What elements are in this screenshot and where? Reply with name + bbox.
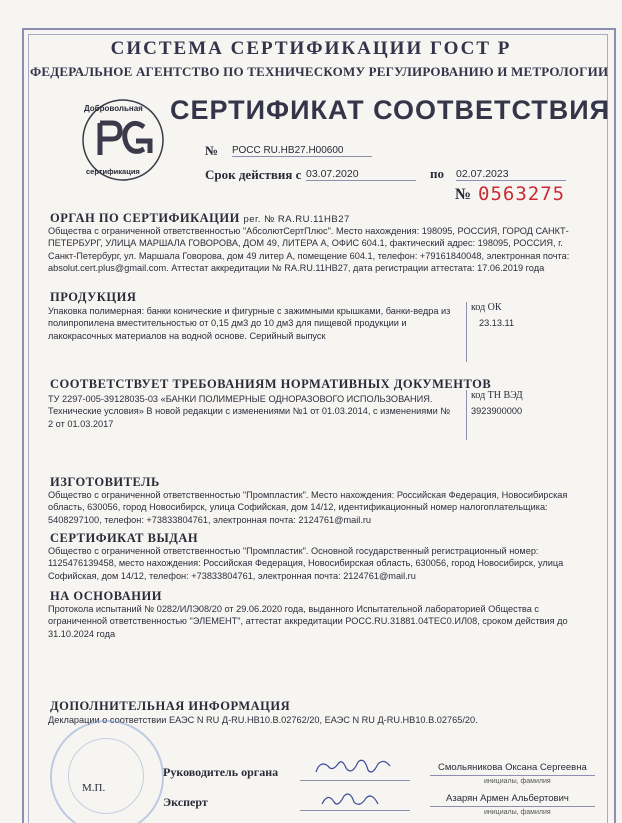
valid-to: 02.07.2023 <box>456 168 566 181</box>
head-name: Смольяникова Оксана Сергеевна <box>438 762 587 773</box>
tnved-code-value: 3923900000 <box>471 406 523 416</box>
issued-title: СЕРТИФИКАТ ВЫДАН <box>50 531 199 545</box>
product-title: ПРОДУКЦИЯ <box>50 290 137 304</box>
certification-body-text: Общества с ограниченной ответственностью "АбсолютСертПлюс". Место нахождения: 198095, РОССИЯ, ГОРОД САНКТ- ПЕТЕРБУРГ, УЛИЦА МАРШАЛА ГОВОРОВА, ДОМ 49, ЛИТЕРА А, ОФИС 604.1, фактический адрес: 198095, РОССИЯ, г. Санкт-Петербург, ул. Маршала Говорова, дом 49 литер А, помещение 604.1, телефон: +79161840048, электронная почта: absolut.cert.plus@gmail.com. Аттестат аккредитации № RA.RU.11НВ27, дата регистрации аттестата: 17.06.2019 года <box>48 226 570 273</box>
head-signature-line <box>300 780 410 781</box>
okpd-code-label: код ОК <box>471 302 502 313</box>
mp-label: М.П. <box>82 782 106 794</box>
manufacturer-title: ИЗГОТОВИТЕЛЬ <box>50 475 160 489</box>
basis-title: НА ОСНОВАНИИ <box>50 589 162 603</box>
manufacturer-text: Общество с ограниченной ответственностью "Промпластик". Место нахождения: Российская Федерация, Новосибирская область, 630056, город Новосибирск, улица Софийская, дом 14/12, идентификационный номер налогоплательщика: 5408297100, телефон: +73833804761, электронная почта: 2124761@mail.ru <box>48 490 568 525</box>
system-title: СИСТЕМА СЕРТИФИКАЦИИ ГОСТ Р <box>110 38 512 59</box>
expert-signature-icon <box>316 786 396 812</box>
expert-name-caption: инициалы, фамилия <box>484 809 551 816</box>
additional-info-text: Декларации о соответствии ЕАЭС N RU Д-RU.НВ10.В.02762/20, ЕАЭС N RU Д-RU.НВ10.В.02765/20. <box>48 715 478 725</box>
additional-info-title: ДОПОЛНИТЕЛЬНАЯ ИНФОРМАЦИЯ <box>50 699 291 713</box>
head-name-line <box>430 775 595 776</box>
certificate-number: РОСС RU.НВ27.Н00600 <box>232 145 372 157</box>
agency-title: ФЕДЕРАЛЬНОЕ АГЕНТСТВО ПО ТЕХНИЧЕСКОМУ РЕГУЛИРОВАНИЮ И МЕТРОЛОГИИ <box>30 64 609 79</box>
expert-name-line <box>430 806 595 807</box>
requirements-title: СООТВЕТСТВУЕТ ТРЕБОВАНИЯМ НОРМАТИВНЫХ ДОКУМЕНТОВ <box>50 377 492 391</box>
head-name-caption: инициалы, фамилия <box>484 778 551 785</box>
head-label: Руководитель органа <box>163 765 279 779</box>
logo-text-top: Добровольная <box>84 104 143 113</box>
valid-from: 03.07.2020 <box>306 168 416 181</box>
certificate-title: СЕРТИФИКАТ СООТВЕТСТВИЯ <box>170 95 611 125</box>
seal-stamp-inner <box>68 738 144 814</box>
blank-number: 0563275 <box>478 183 566 205</box>
term-to-label: по <box>430 166 444 181</box>
head-signature-icon <box>306 752 406 782</box>
expert-name: Азарян Армен Альбертович <box>446 793 569 804</box>
issued-text: Общество с ограниченной ответственностью "Промпластик". Основной государственный регистрационный номер: 1125476139458, место нахождения: Российская Федерация, Новосибирская область, 630056, город Новосибирск, улица Софийская, дом 14/12, телефон: +73833804761, электронная почта: 2124761@mail.ru <box>48 546 564 581</box>
expert-signature-line <box>300 810 410 811</box>
logo-text-bottom: сертификация <box>86 167 140 176</box>
okpd-code-value: 23.13.11 <box>479 318 515 328</box>
tnved-code-box <box>466 390 591 440</box>
certification-body-title: ОРГАН ПО СЕРТИФИКАЦИИ рег. № RA.RU.11НВ27 <box>50 211 350 225</box>
blank-number-label: № <box>455 186 472 203</box>
product-text: Упаковка полимерная: банки конические и фигурные с зажимными крышками, банки-ведра из полипропилена вместительностью от 0,15 дм3 до 10 дм3 для пищевой продукции и лакокрасочных материалов на водной основе. Серийный выпуск <box>48 306 451 341</box>
tnved-code-label: код ТН ВЭД <box>471 390 523 401</box>
term-label: Срок действия с <box>205 167 302 182</box>
number-label: № <box>205 143 219 158</box>
product-code-box <box>466 302 591 362</box>
basis-text: Протокола испытаний № 0282/ИЛЭ08/20 от 29.06.2020 года, выданного Испытательной лабораторией Общества с ограниченной ответственностью "ЭЛЕМЕНТ", аттестат аккредитации РОСС.RU.31881.04ТЕС0.ИЛ08, сроком действия до 31.10.2024 года <box>48 604 568 639</box>
expert-label: Эксперт <box>163 795 208 809</box>
certification-body-reg: рег. № RA.RU.11НВ27 <box>243 214 350 225</box>
requirements-text: ТУ 2297-005-39128035-03 «БАНКИ ПОЛИМЕРНЫЕ ОДНОРАЗОВОГО ИСПОЛЬЗОВАНИЯ. Технические условия» В новой редакции с изменениями №1 от 01.03.2014, с изменениями № 2 от 01.03.2017 <box>48 394 451 429</box>
